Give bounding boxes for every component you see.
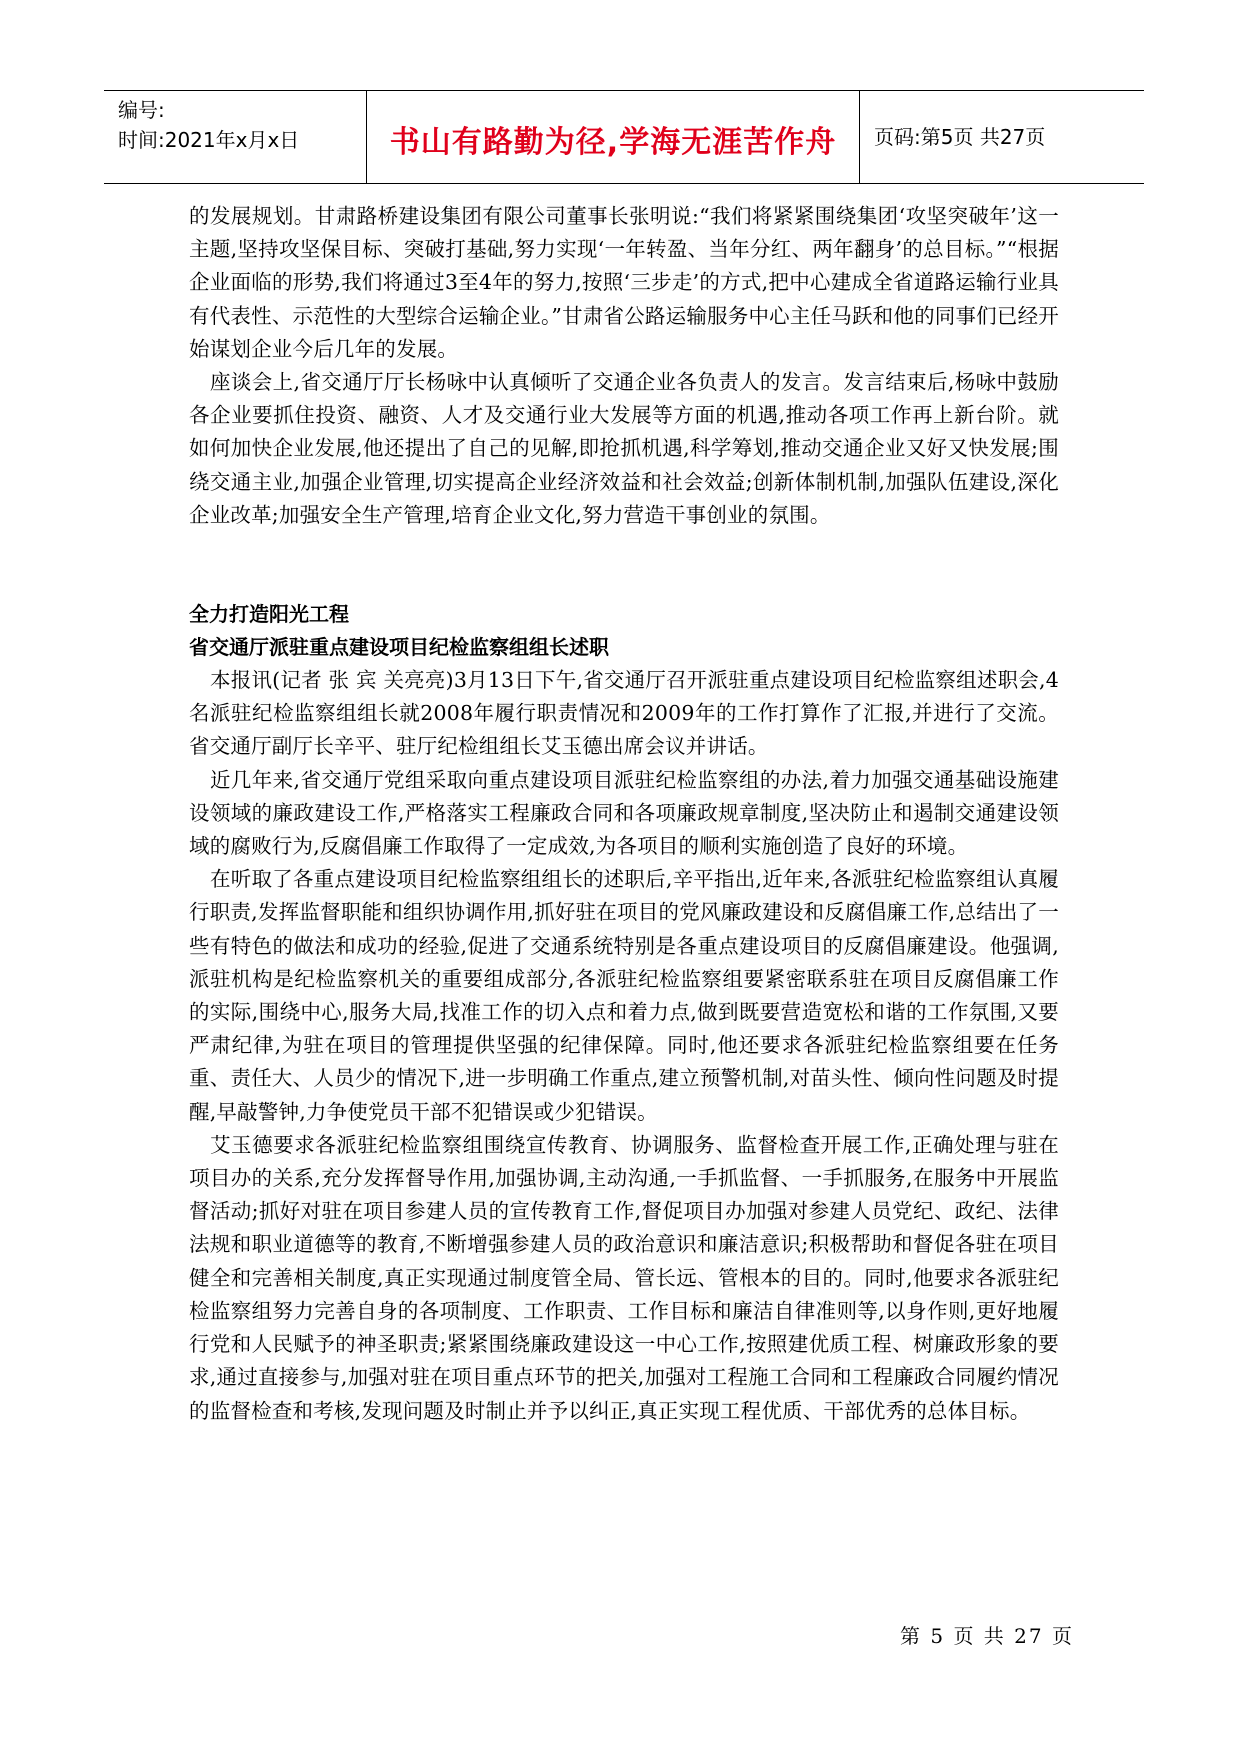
page-header [104, 90, 1144, 184]
header-motto: 书山有路勤为径,学海无涯苦作舟 [389, 125, 837, 160]
article-subheadline: 省交通厅派驻重点建设项目纪检监察组组长述职 [189, 635, 609, 660]
paragraph-1: 的发展规划。甘肃路桥建设集团有限公司董事长张明说:“我们将紧紧围绕集团‘攻坚突破年’这一主题,坚持攻坚保目标、突破打基础,努力实现‘一年转盈、当年分红、两年翻身’的总目标。”“根据企业面临的形势,我们将通过3至4年的努力,按照‘三步走’的方式,把中心建成全省道路运输行业具有代表性、示范性的大型综合运输企业。”甘肃省公路运输服务中心主任马跃和他的同事们已经开始谋划企业今后几年的发展。 [189, 204, 1059, 361]
article-headline: 全力打造阳光工程 [189, 602, 349, 627]
paragraph-2: 座谈会上,省交通厅厅长杨咏中认真倾听了交通企业各负责人的发言。发言结束后,杨咏中鼓励各企业要抓住投资、融资、人才及交通行业大发展等方面的机遇,推动各项工作再上新台阶。就如何加快企业发展,他还提出了自己的见解,即抢抓机遇,科学筹划,推动交通企业又好又快发展;围绕交通主业,加强企业管理,切实提高企业经济效益和社会效益;创新体制机制,加强队伍建设,深化企业改革;加强安全生产管理,培育企业文化,努力营造干事创业的氛围。 [189, 370, 1059, 527]
paragraph-6: 艾玉德要求各派驻纪检监察组围绕宣传教育、协调服务、监督检查开展工作,正确处理与驻在项目办的关系,充分发挥督导作用,加强协调,主动沟通,一手抓监督、一手抓服务,在服务中开展监督活动;抓好对驻在项目参建人员的宣传教育工作,督促项目办加强对参建人员党纪、政纪、法律法规和职业道德等的教育,不断增强参建人员的政治意识和廉洁意识;积极帮助和督促各驻在项目健全和完善相关制度,真正实现通过制度管全局、管长远、管根本的目的。同时,他要求各派驻纪检监察组努力完善自身的各项制度、工作职责、工作目标和廉洁自律准则等,以身作则,更好地履行党和人民赋予的神圣职责;紧紧围绕廉政建设这一中心工作,按照建优质工程、树廉政形象的要求,通过直接参与,加强对驻在项目重点环节的把关,加强对工程施工合同和工程廉政合同履约情况的监督检查和考核,发现问题及时制止并予以纠正,真正实现工程优质、干部优秀的总体目标。 [189, 1132, 1059, 1423]
header-meta [118, 95, 299, 155]
paragraph-4: 近几年来,省交通厅党组采取向重点建设项目派驻纪检监察组的办法,着力加强交通基础设施建设领域的廉政建设工作,严格落实工程廉政合同和各项廉政规章制度,坚决防止和遏制交通建设领域的腐败行为,反腐倡廉工作取得了一定成效,为各项目的顺利实施创造了良好的环境。 [189, 767, 1059, 859]
article-body [189, 200, 1059, 1428]
header-page-number: 页码:第5页 共27页 [874, 125, 1046, 149]
section-gap [189, 532, 1059, 598]
document-time-label: 时间:2021年x月x日 [118, 128, 300, 152]
document-number-label: 编号: [118, 98, 165, 122]
header-divider-right [859, 91, 860, 183]
page-footer-number: 第 5 页 共 27 页 [900, 1624, 1074, 1648]
paragraph-3: 本报讯(记者 张 宾 关亮亮)3月13日下午,省交通厅召开派驻重点建设项目纪检监察组述职会,4名派驻纪检监察组组长就2008年履行职责情况和2009年的工作打算作了汇报,并进行了交流。省交通厅副厅长辛平、驻厅纪检组组长艾玉德出席会议并讲话。 [189, 668, 1059, 759]
paragraph-5: 在听取了各重点建设项目纪检监察组组长的述职后,辛平指出,近年来,各派驻纪检监察组认真履行职责,发挥监督职能和组织协调作用,抓好驻在项目的党风廉政建设和反腐倡廉工作,总结出了一些有特色的做法和成功的经验,促进了交通系统特别是各重点建设项目的反腐倡廉建设。他强调,派驻机构是纪检监察机关的重要组成部分,各派驻纪检监察组要紧密联系驻在项目反腐倡廉工作的实际,围绕中心,服务大局,找准工作的切入点和着力点,做到既要营造宽松和谐的工作氛围,又要严肃纪律,为驻在项目的管理提供坚强的纪律保障。同时,他还要求各派驻纪检监察组要在任务重、责任大、人员少的情况下,进一步明确工作重点,建立预警机制,对苗头性、倾向性问题及时提醒,早敲警钟,力争使党员干部不犯错误或少犯错误。 [189, 867, 1059, 1124]
